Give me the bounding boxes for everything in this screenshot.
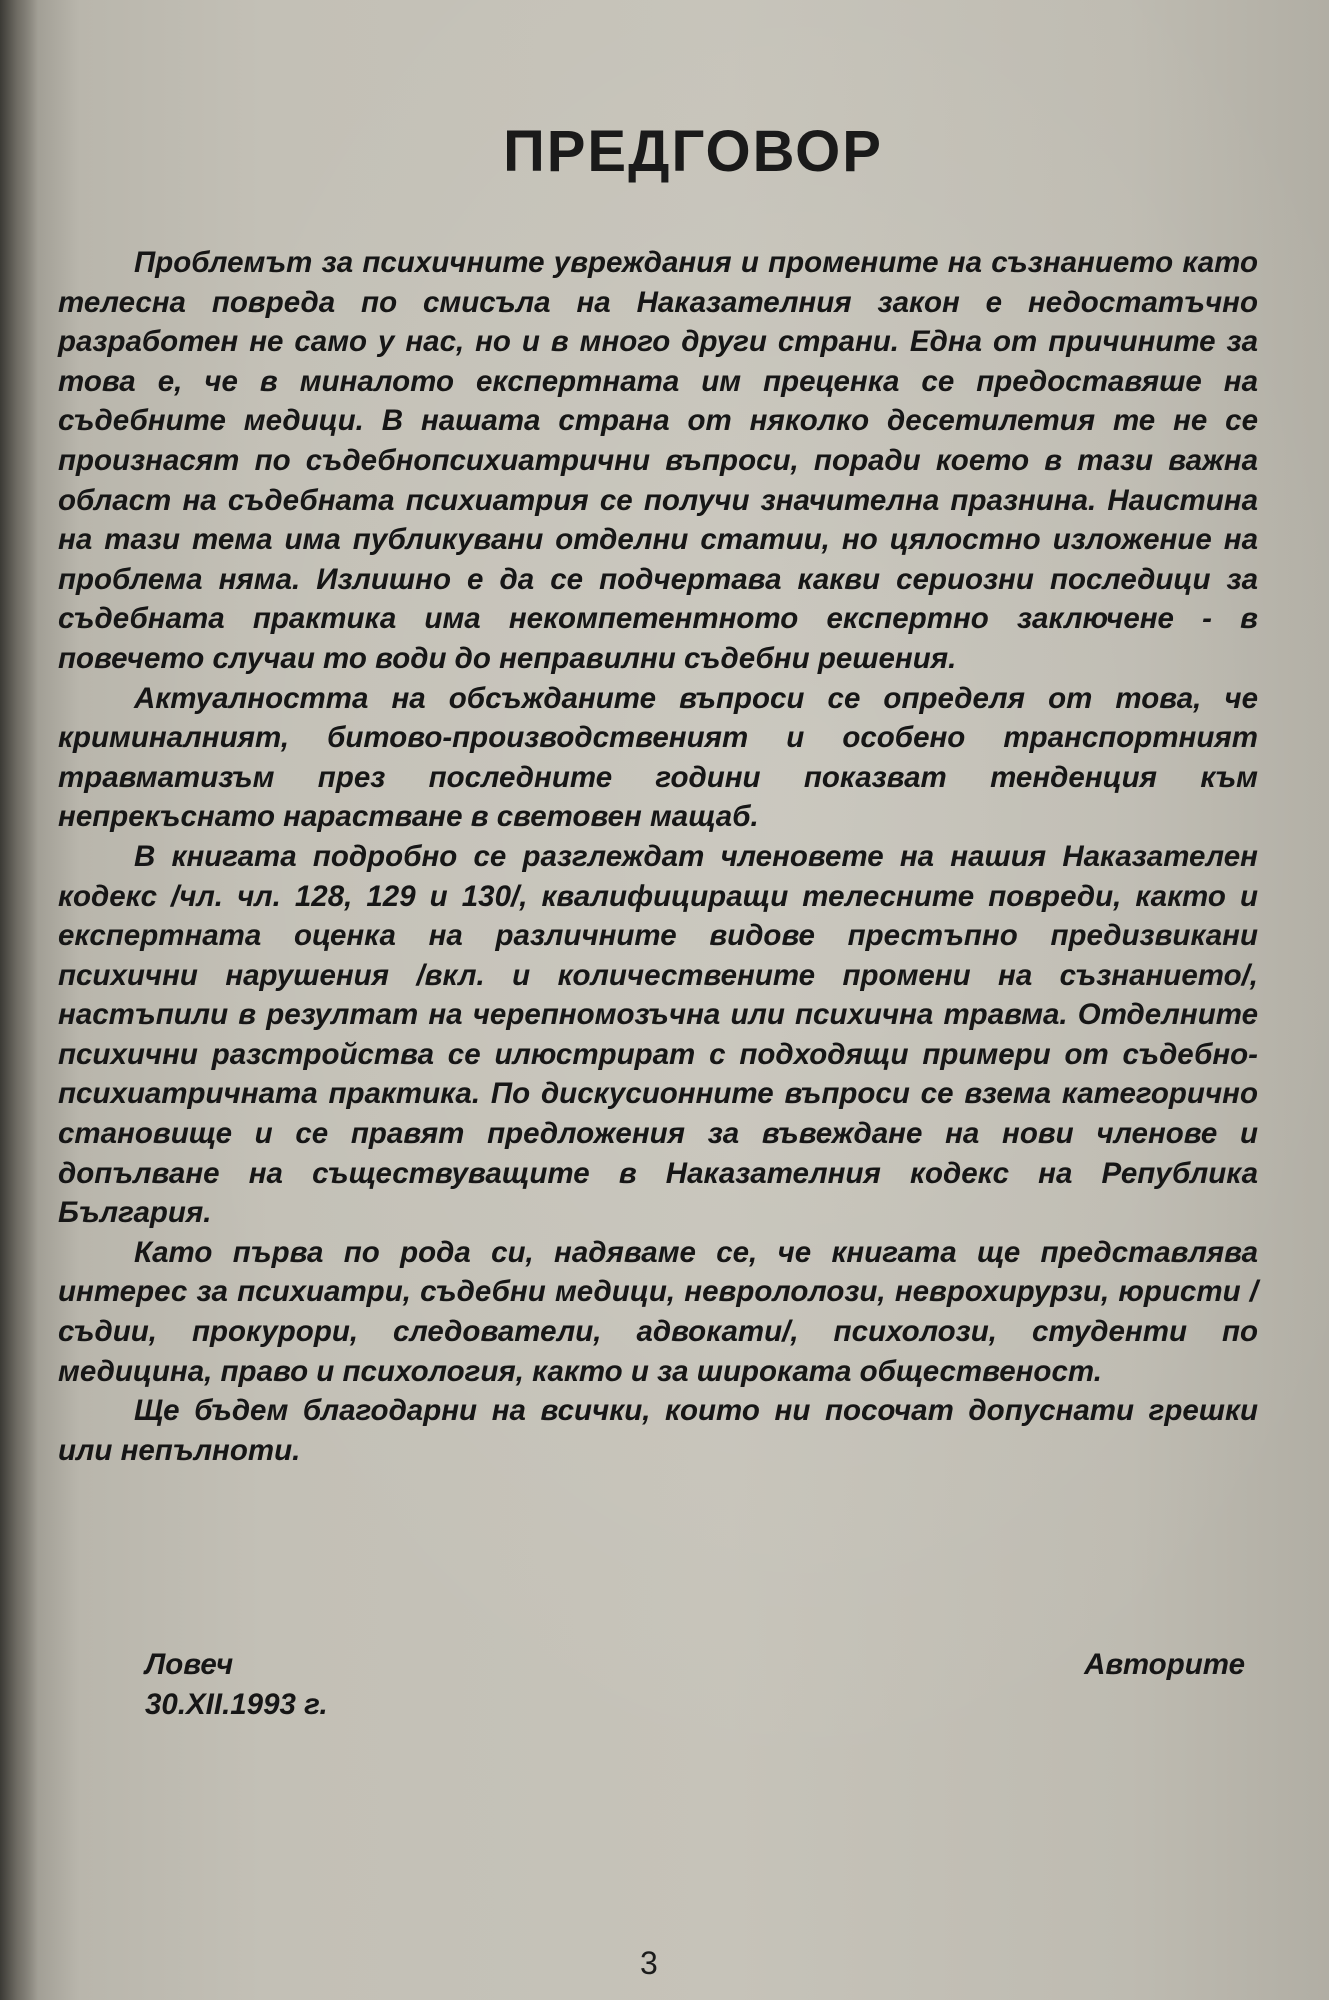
paragraph-1: Проблемът за психичните увреждания и промените на съзнанието като телесна повреда по смисъла на Наказателния закон е недостатъчно разработен не само у нас, но и в много други страни. Една от причините за това е, че в миналото експертната им преценка се предоставяше на съдебните медици. В нашата страна от няколко десетилетия те не се произнасят по съдебнопсихиатрични въпроси, поради което в тази важна област на съдебната психиатрия се получи значителна празнина. Наистина на тази тема има публикувани отделни статии, но цялостно изложение на проблема няма. Излишно е да се подчертава какви сериозни последици за съдебната практика има некомпетентното експертно заключене - в повечето случаи то води до неправилни съдебни решения. (58, 246, 1258, 675)
paragraph-4: Като първа по рода си, надяваме се, че книгата ще представлява интерес за психиатри, съдебни медици, неврололози, неврохирурзи, юристи /съдии, прокурори, следователи, адвокати/, психолози, студенти по медицина, право и психология, както и за широката общественост. (58, 1235, 1258, 1388)
signature-place: Ловеч (145, 1648, 234, 1681)
paragraph-3: В книгата подробно се разглеждат членовете на нашия Наказателен кодекс /чл. чл. 128, 129 и 130/, квалифициращи телесните повреди, както и експертната оценка на различните видове престъпно предизвикани психични нарушения /вкл. и количествените промени на съзнанието/, настъпили в резултат на черепномозъчна или психична травма. Отделните психични разстройства се илюстрират с подходящи примери от съдебно-психиатричната практика. По дискусионните въпроси се взема категорично становище и се правят предложения за въвеждане на нови членове и допълване на съществуващите в Наказателния кодекс на Република България. (58, 839, 1258, 1230)
page-title: ПРЕДГОВОР (503, 119, 883, 184)
signature-place-date (145, 1645, 328, 1725)
paragraph-2: Актуалността на обсъжданите въпроси се определя от това, че криминалният, битово-производственият и особено транспортният травматизъм през последните години показват тенденция към непрекъснато нарастване в световен мащаб. (58, 681, 1258, 834)
signature-date: 30.XII.1993 г. (145, 1688, 328, 1721)
paragraph-5: Ще бъдем благодарни на всички, които ни посочат допуснати грешки или непълноти. (58, 1394, 1258, 1467)
page-number: 3 (640, 1945, 658, 1981)
book-spine-shadow (0, 0, 38, 2000)
signature-authors: Авторите (1084, 1648, 1245, 1681)
page-content (58, 118, 1258, 1470)
